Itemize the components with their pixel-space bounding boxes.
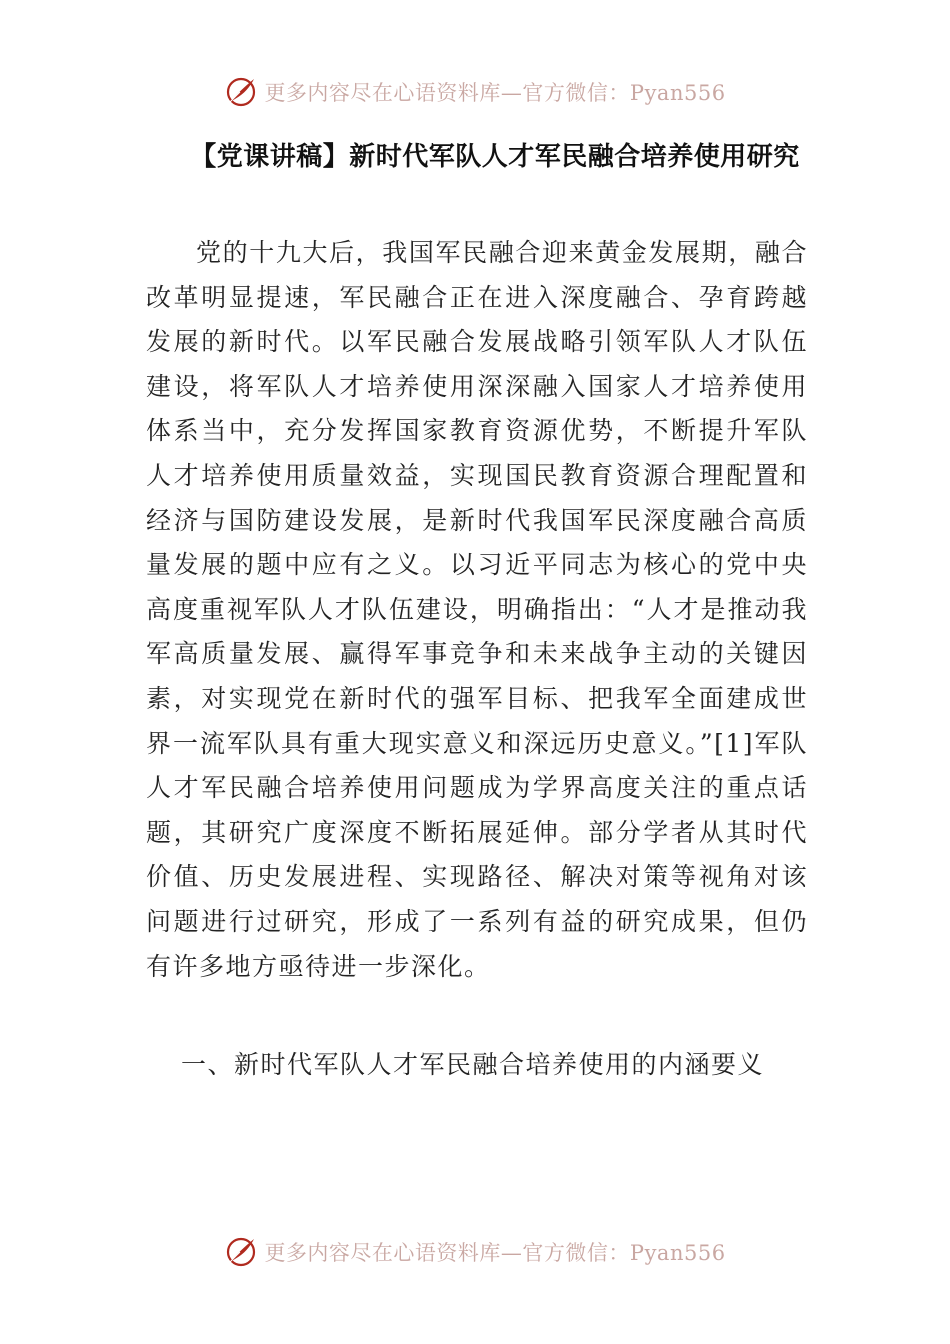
watermark-text: 更多内容尽在心语资料库—官方微信：Pyan556 bbox=[264, 81, 726, 105]
document-title: 【党课讲稿】新时代军队人才军民融合培养使用研究 bbox=[190, 142, 800, 172]
section-heading: 一、新时代军队人才军民融合培养使用的内涵要义 bbox=[181, 1050, 765, 1079]
quill-logo-icon bbox=[224, 75, 258, 109]
header-watermark bbox=[0, 72, 950, 112]
watermark-text: 更多内容尽在心语资料库—官方微信：Pyan556 bbox=[264, 1241, 726, 1265]
body-paragraph: 党的十九大后，我国军民融合迎来黄金发展期，融合改革明显提速，军民融合正在进入深度融合、孕育跨越发展的新时代。以军民融合发展战略引领军队人才队伍建设，将军队人才培养使用深深融入国家人才培养使用体系当中，充分发挥国家教育资源优势，不断提升军队人才培养使用质量效益，实现国民教育资源合理配置和经济与国防建设发展，是新时代我国军民深度融合高质量发展的题中应有之义。以习近平同志为核心的党中央高度重视军队人才队伍建设，明确指出：“人才是推动我军高质量发展、赢得军事竞争和未来战争主动的关键因素，对实现党在新时代的强军目标、把我军全面建成世界一流军队具有重大现实意义和深远历史意义。”[1]军队人才军民融合培养使用问题成为学界高度关注的重点话题，其研究广度深度不断拓展延伸。部分学者从其时代价值、历史发展进程、实现路径、解决对策等视角对该问题进行过研究，形成了一系列有益的研究成果，但仍有许多地方亟待进一步深化。 bbox=[146, 238, 808, 981]
quill-logo-icon bbox=[224, 1235, 258, 1269]
footer-watermark bbox=[0, 1232, 950, 1272]
